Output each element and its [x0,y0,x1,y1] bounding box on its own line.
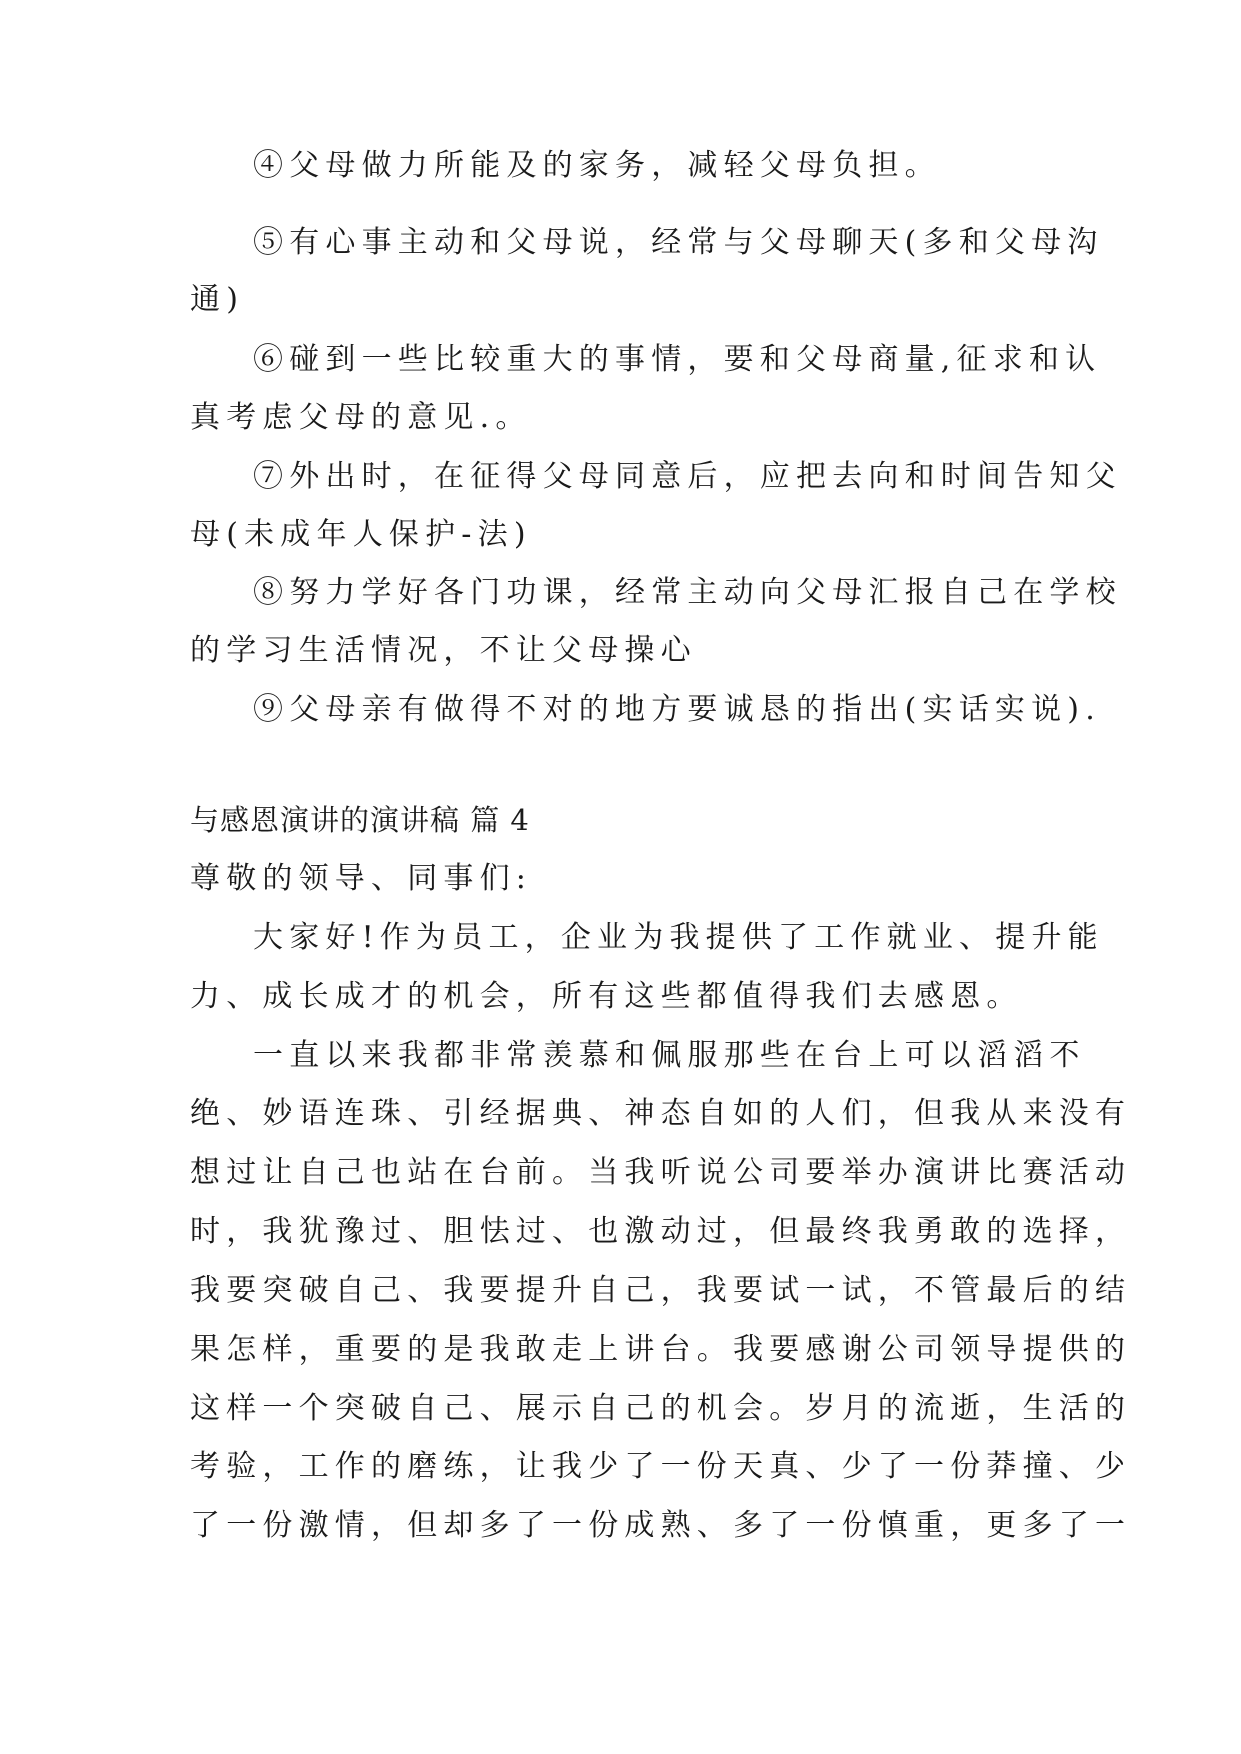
paragraph-line: 一直以来我都非常羡慕和佩服那些在台上可以滔滔不 [253,1038,1086,1073]
list-item-7: ⑦外出时，在征得父母同意后，应把去向和时间告知父 [253,459,1122,494]
list-item-4: ④父母做力所能及的家务，减轻父母负担。 [253,148,941,183]
paragraph-line: 力、成长成才的机会，所有这些都值得我们去感恩。 [190,979,1023,1014]
paragraph-line: 了一份激情，但却多了一份成熟、多了一份慎重，更多了一 [190,1508,1132,1543]
list-item-5: ⑤有心事主动和父母说，经常与父母聊天(多和父母沟 [253,225,1104,260]
list-item-9: ⑨父母亲有做得不对的地方要诚恳的指出(实话实说). [253,692,1101,727]
list-item-5-continued: 通) [190,282,245,317]
list-item-8: ⑧努力学好各门功课，经常主动向父母汇报自己在学校 [253,575,1122,610]
paragraph-line: 时，我犹豫过、胆怯过、也激动过，但最终我勇敢的选择， [190,1214,1132,1249]
paragraph-line: 这样一个突破自己、展示自己的机会。岁月的流逝，生活的 [190,1391,1132,1426]
paragraph-line: 大家好!作为员工，企业为我提供了工作就业、提升能 [253,920,1104,955]
list-item-8-continued: 的学习生活情况，不让父母操心 [190,633,697,668]
salutation: 尊敬的领导、同事们: [190,861,533,896]
paragraph-line: 我要突破自己、我要提升自己，我要试一试，不管最后的结 [190,1273,1132,1308]
list-item-7-continued: 母(未成年人保护-法) [190,517,532,552]
paragraph-line: 想过让自己也站在台前。当我听说公司要举办演讲比赛活动 [190,1155,1132,1190]
list-item-6-continued: 真考虑父母的意见.。 [190,400,532,435]
paragraph-line: 果怎样，重要的是我敢走上讲台。我要感谢公司领导提供的 [190,1332,1132,1367]
paragraph-line: 考验，工作的磨练，让我少了一份天真、少了一份莽撞、少 [190,1449,1132,1484]
list-item-6: ⑥碰到一些比较重大的事情，要和父母商量,征求和认 [253,342,1102,377]
paragraph-line: 绝、妙语连珠、引经据典、神态自如的人们，但我从来没有 [190,1096,1132,1131]
section-heading: 与感恩演讲的演讲稿 篇 4 [190,803,530,837]
